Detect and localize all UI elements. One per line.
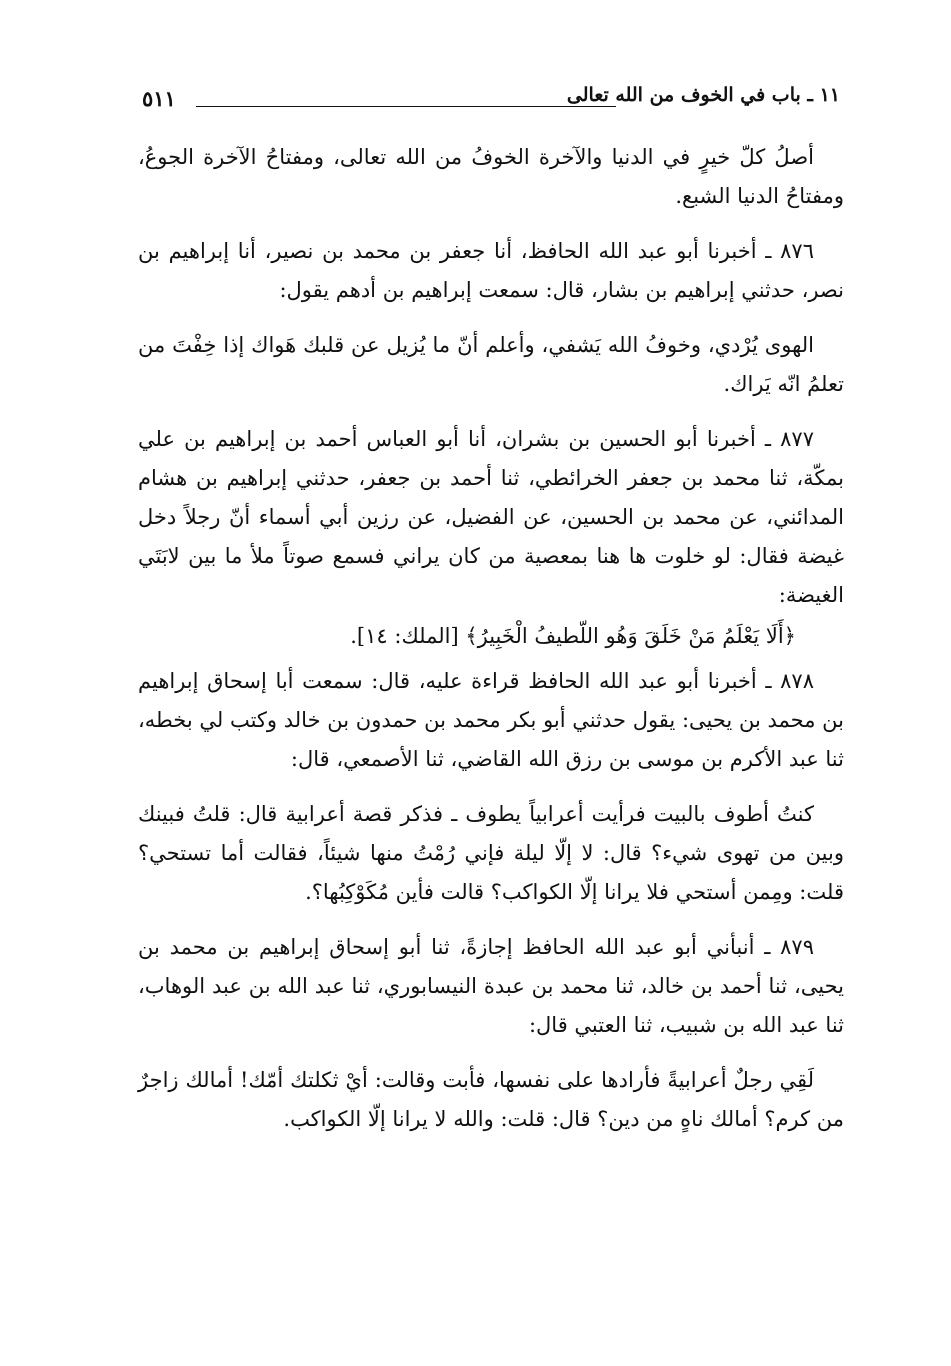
header-rule — [196, 106, 616, 107]
paragraph-quote: لَقِي رجلٌ أعرابيةً فأرادها على نفسها، فأبت وقالت: أيْ ثكلتك أمّك! أمالك زاجرٌ من كرم؟ أمالك ناهٍ من دين؟ قال: قلت: والله لا يرانا إلّا الكواكب. — [138, 1068, 844, 1131]
running-head: ١١ ـ باب في الخوف من الله تعالى — [566, 84, 840, 106]
paragraph-narration-879: ٨٧٩ ـ أنبأني أبو عبد الله الحافظ إجازةً، ثنا أبو إسحاق إبراهيم بن محمد بن يحيى، ثنا أحمد بن خالد، ثنا محمد بن عبدة النيسابوري، ثنا عبد الله بن عبد الوهاب، ثنا عبد الله بن شبيب، ثنا العتبي قال: — [138, 935, 844, 1037]
paragraph-quote: الهوى يُرْدي، وخوفُ الله يَشفي، وأعلم أنّ ما يُزيل عن قلبك هَواك إذا خِفْتَ من تعلمُ انّه يَراك. — [138, 333, 844, 396]
paragraph-narration-877: ٨٧٧ ـ أخبرنا أبو الحسين بن بشران، أنا أبو العباس أحمد بن إبراهيم بن علي بمكّة، ثنا محمد بن جعفر الخرائطي، ثنا أحمد بن جعفر، حدثني إبراهيم بن هشام المدائني، عن محمد بن الحسين، عن الفضيل، عن رزين أبي أسماء أنّ رجلاً دخل غيضة فقال: لو خلوت ها هنا بمعصية من كان يراني فسمع صوتاً ملأ ما بين لابَتَي الغيضة: — [138, 427, 844, 607]
paragraph-quote: كنتُ أطوف بالبيت فرأيت أعرابياً يطوف ـ فذكر قصة أعرابية قال: قلتُ فبينك وبين من تهوى شيء؟ قال: لا إلّا ليلة فإني رُمْتُ منها شيئاً، فقالت أما تستحي؟ قلت: ومِمن أستحي فلا يرانا إلّا الكواكب؟ قالت فأين مُكَوْكِبُها؟. — [138, 802, 844, 904]
paragraph-narration-878: ٨٧٨ ـ أخبرنا أبو عبد الله الحافظ قراءة عليه، قال: سمعت أبا إسحاق إبراهيم بن محمد بن يحيى: يقول حدثني أبو بكر محمد بن حمدون بن خالد وكتب لي بخطه، ثنا عبد الأكرم بن موسى بن رزق الله القاضي، ثنا الأصمعي، قال: — [138, 669, 844, 771]
paragraph-narration-876: ٨٧٦ ـ أخبرنا أبو عبد الله الحافظ، أنا جعفر بن محمد بن نصير، أنا إبراهيم بن نصر، حدثني إبراهيم بن بشار، قال: سمعت إبراهيم بن أدهم يقول: — [138, 239, 844, 302]
page-body — [138, 138, 844, 1139]
page-number: ٥١١ — [142, 86, 176, 111]
page-header — [128, 84, 840, 118]
paragraph-quote: أصلُ كلّ خيرٍ في الدنيا والآخرة الخوفُ من الله تعالى، ومفتاحُ الآخرة الجوعُ، ومفتاحُ الدنيا الشبع. — [138, 145, 844, 208]
quran-verse: ﴿أَلَا يَعْلَمُ مَنْ خَلَقَ وَهُو اللّطيفُ الْخَبِيرُ﴾ [الملك: ١٤]. — [350, 624, 796, 648]
